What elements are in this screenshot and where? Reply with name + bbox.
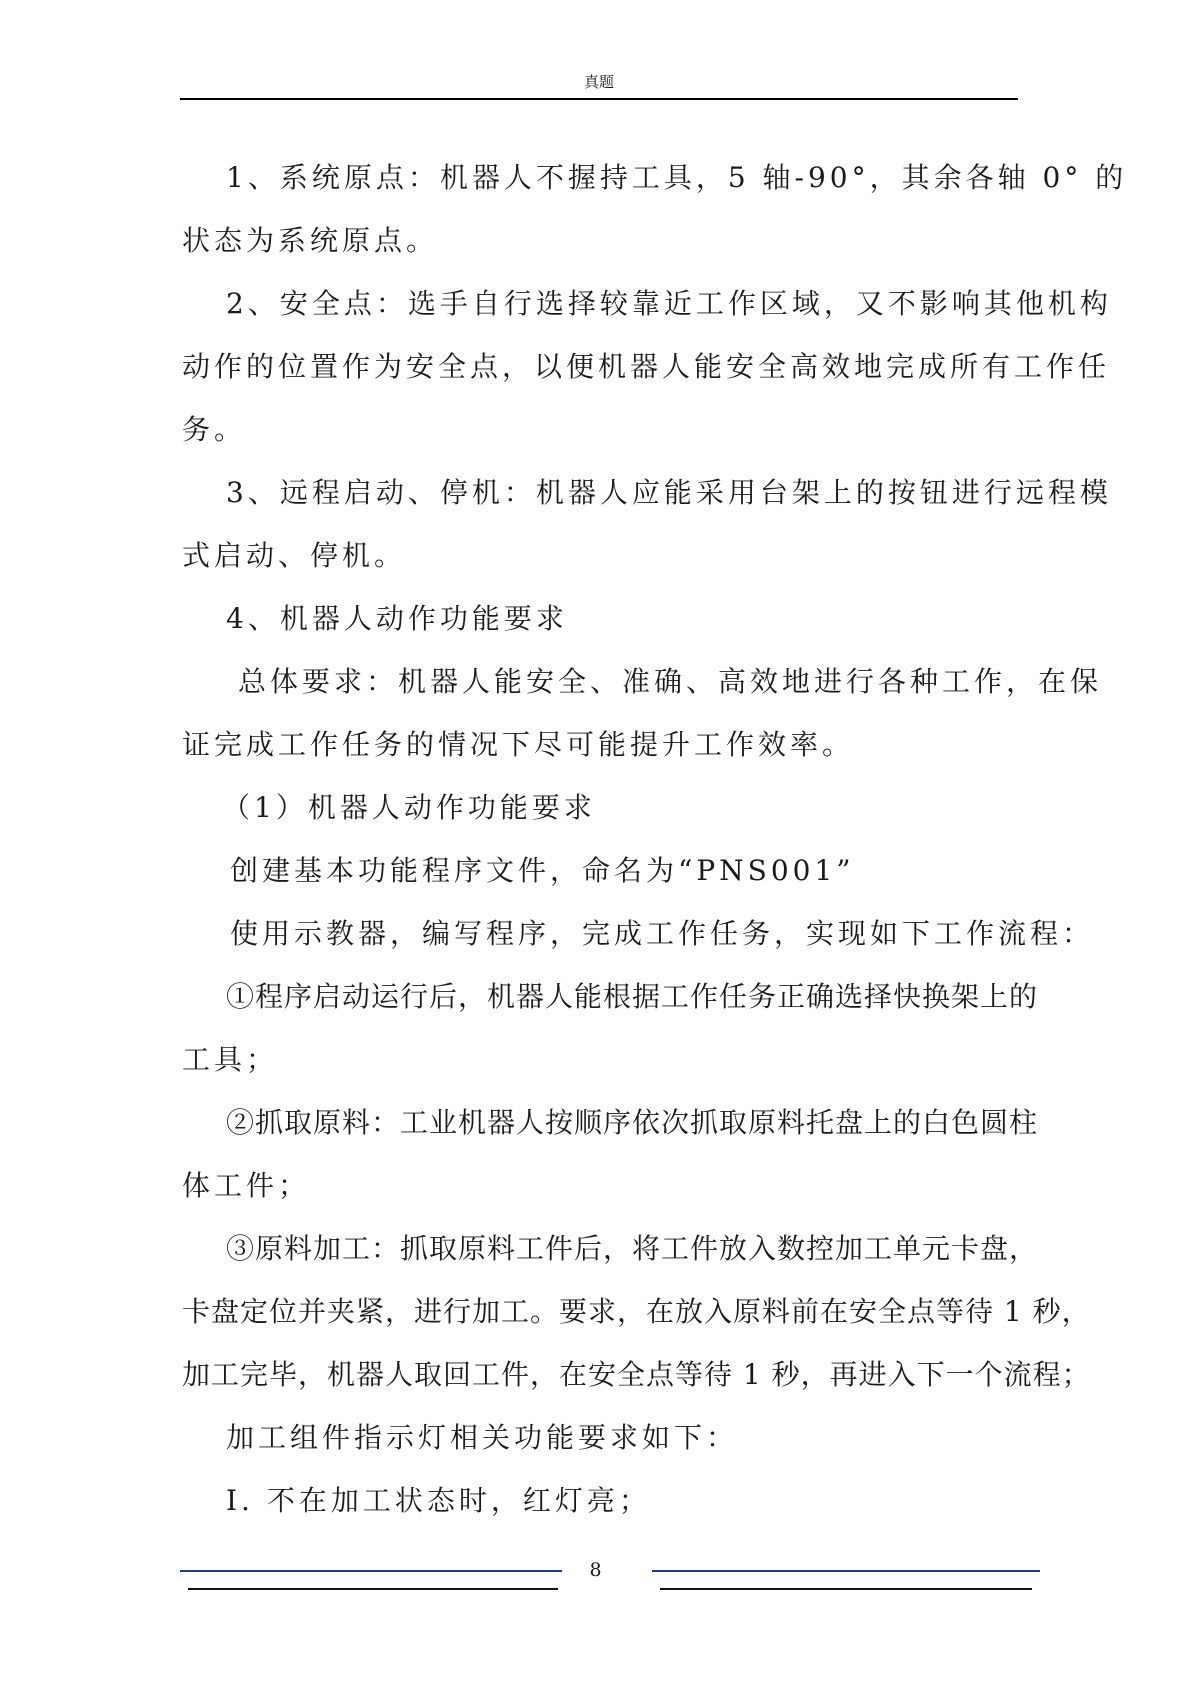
paragraph-20: 加工完毕，机器人取回工件，在安全点等待 1 秒，再进入下一个流程； — [182, 1358, 1091, 1391]
footer-rule-right-top — [652, 1570, 1040, 1572]
paragraph-21: 加工组件指示灯相关功能要求如下： — [226, 1421, 739, 1454]
paragraph-7: 式启动、停机。 — [182, 539, 407, 572]
paragraph-16: ②抓取原料：工业机器人按顺序依次抓取原料托盘上的白色圆柱 — [226, 1106, 1039, 1139]
paragraph-19: 卡盘定位并夹紧，进行加工。要求，在放入原料前在安全点等待 1 秒， — [182, 1295, 1091, 1328]
paragraph-5: 务。 — [182, 413, 247, 446]
paragraph-22: I. 不在加工状态时，红灯亮； — [226, 1484, 651, 1517]
paragraph-6: 3、远程启动、停机：机器人应能采用台架上的按钮进行远程模 — [226, 476, 1112, 509]
document-body — [182, 146, 1128, 1532]
paragraph-14: ①程序启动运行后，机器人能根据工作任务正确选择快换架上的 — [226, 980, 1039, 1013]
paragraph-9: 总体要求：机器人能安全、准确、高效地进行各种工作，在保 — [238, 665, 1103, 698]
paragraph-17: 体工件； — [182, 1169, 311, 1202]
paragraph-18: ③原料加工：抓取原料工件后，将工件放入数控加工单元卡盘， — [226, 1232, 1039, 1265]
page-header — [180, 74, 1018, 100]
paragraph-12: 创建基本功能程序文件，命名为“PNS001” — [230, 854, 855, 887]
paragraph-15: 工具； — [182, 1043, 279, 1076]
footer-rule-right-bottom — [660, 1588, 1032, 1590]
footer-rule-left-top — [180, 1570, 562, 1572]
paragraph-13: 使用示教器，编写程序，完成工作任务，实现如下工作流程： — [230, 917, 1095, 950]
footer-rule-left-bottom — [188, 1588, 558, 1590]
header-title: 真题 — [583, 73, 614, 91]
paragraph-11: （1）机器人动作功能要求 — [222, 791, 596, 824]
paragraph-4: 动作的位置作为安全点，以便机器人能安全高效地完成所有工作任 — [182, 350, 1111, 383]
paragraph-10: 证完成工作任务的情况下尽可能提升工作效率。 — [182, 728, 855, 761]
paragraph-2: 状态为系统原点。 — [182, 224, 439, 257]
paragraph-1: 1、系统原点：机器人不握持工具，5 轴-90°，其余各轴 0° 的 — [226, 161, 1128, 194]
page-number: 8 — [589, 1559, 602, 1581]
paragraph-3: 2、安全点：选手自行选择较靠近工作区域，又不影响其他机构 — [226, 287, 1112, 320]
paragraph-8: 4、机器人动作功能要求 — [226, 602, 568, 635]
